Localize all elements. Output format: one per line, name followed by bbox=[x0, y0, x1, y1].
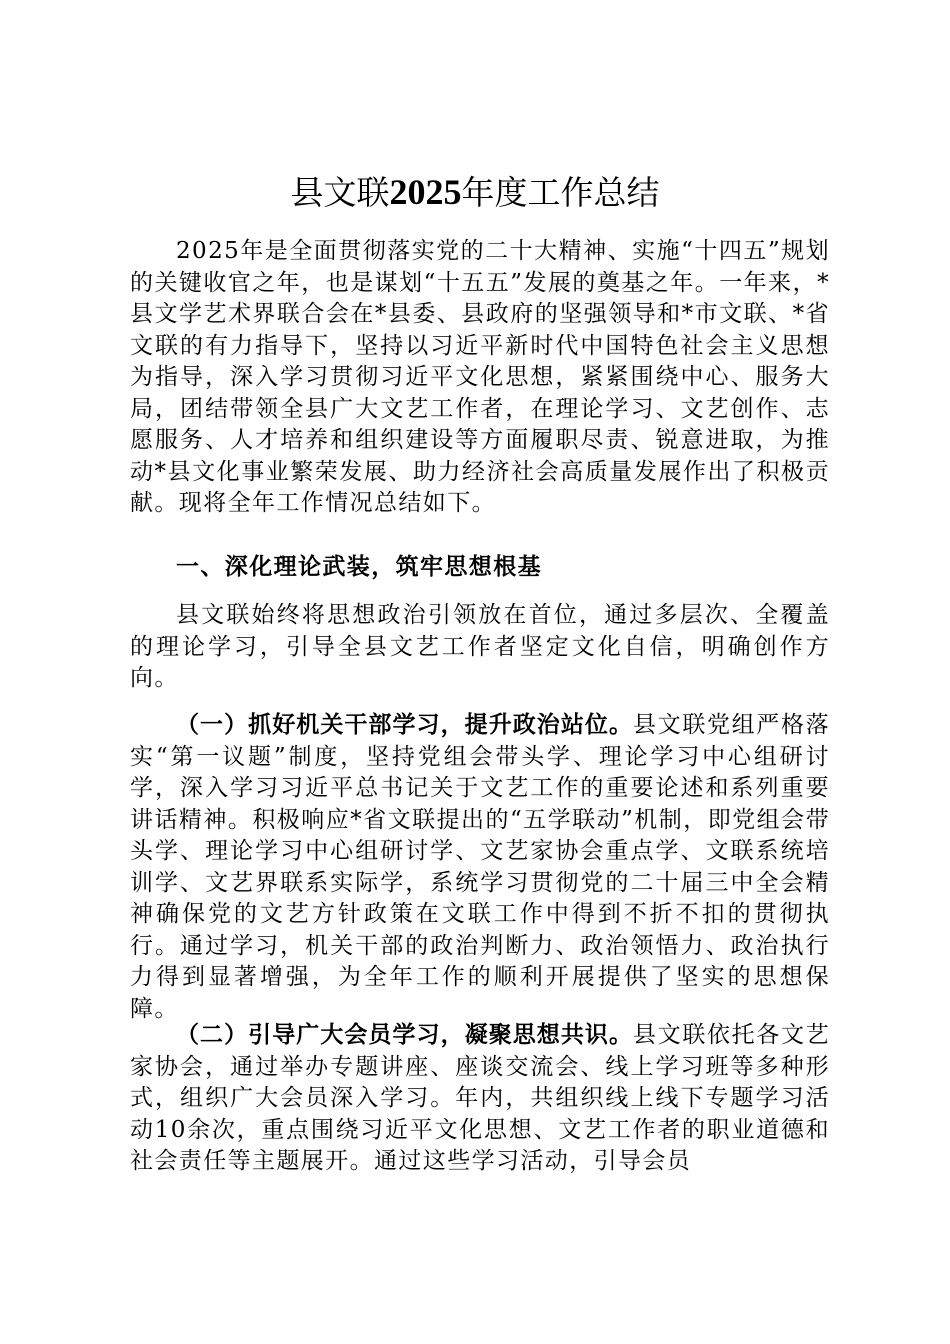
section1-item2-paragraph bbox=[130, 1020, 830, 1178]
section1-item1-paragraph bbox=[130, 710, 830, 1025]
item2-text: 县文联依托各文艺家协会，通过举办专题讲座、座谈交流会、线上学习班等多种形式，组织广大会员深入学习。年内，共组织线上线下专题学习活动10余次，重点围绕习近平文化思想、文艺工作者的职业道德和社会责任等主题展开。通过这些学习活动，引导会员 bbox=[130, 1022, 831, 1174]
section1-intro-paragraph: 县文联始终将思想政治引领放在首位，通过多层次、全覆盖的理论学习，引导全县文艺工作者坚定文化自信，明确创作方向。 bbox=[130, 602, 830, 691]
title-prefix: 县文联 bbox=[290, 173, 390, 212]
title-year: 2025 bbox=[389, 172, 462, 212]
document-title bbox=[0, 170, 950, 215]
intro-paragraph: 2025年是全面贯彻落实党的二十大精神、实施“十四五”规划的关键收官之年，也是谋划“十五五”发展的奠基之年。一年来，*县文学艺术界联合会在*县委、县政府的坚强领导和*市文联、*省文联的有力指导下，坚持以习近平新时代中国特色社会主义思想为指导，深入学习贯彻习近平文化思想，紧紧围绕中心、服务大局，团结带领全县广大文艺工作者，在理论学习、文艺创作、志愿服务、人才培养和组织建设等方面履职尽责、锐意进取，为推动*县文化事业繁荣发展、助力经济社会高质量发展作出了积极贡献。现将全年工作情况总结如下。 bbox=[130, 238, 830, 516]
item2-lead: （二）引导广大会员学习，凝聚思想共识。 bbox=[176, 1022, 634, 1048]
title-suffix: 年度工作总结 bbox=[461, 173, 660, 212]
item1-text: 县文联党组严格落实“第一议题”制度，坚持党组会带头学、理论学习中心组研讨学，深入学习习近平总书记关于文艺工作的重要论述和系列重要讲话精神。积极响应*省文联提出的“五学联动”机制，即党组会带头学、理论学习中心组研讨学、文艺家协会重点学、文联系统培训学、文艺界联系实际学，系统学习贯彻党的二十届三中全会精神确保党的文艺方针政策在文联工作中得到不折不扣的贯彻执行。通过学习，机关干部的政治判断力、政治领悟力、政治执行力得到显著增强，为全年工作的顺利开展提供了坚实的思想保障。 bbox=[130, 712, 831, 1022]
section-heading-1: 一、深化理论武装，筑牢思想根基 bbox=[176, 554, 542, 580]
item1-lead: （一）抓好机关干部学习，提升政治站位。 bbox=[176, 712, 634, 738]
